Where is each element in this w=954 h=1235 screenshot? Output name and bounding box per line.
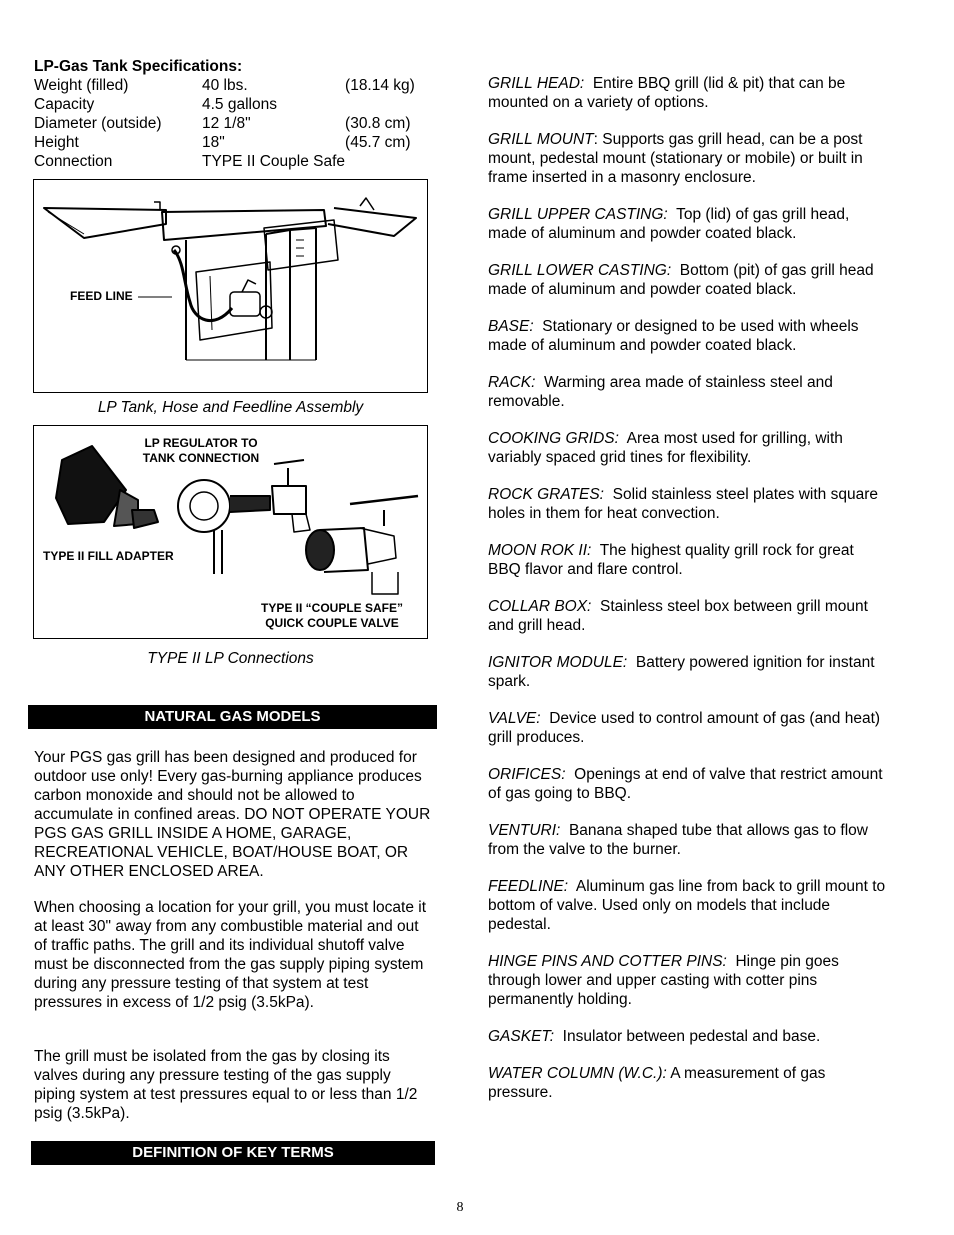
definitions-list	[488, 74, 888, 1120]
term-name: GRILL MOUNT	[488, 131, 594, 148]
term-definition: Battery powered ignition for instant spark.	[488, 654, 875, 690]
definition-item	[488, 653, 888, 691]
definition-item	[488, 1027, 888, 1046]
term-definition: Top (lid) of gas grill head, made of aluminum and powder coated black.	[488, 206, 850, 242]
regulator-label-line-2: TANK CONNECTION	[142, 451, 260, 465]
term-definition: Bottom (pit) of gas grill head made of aluminum and powder coated black.	[488, 262, 874, 298]
spec-metric: (45.7 cm)	[345, 134, 411, 151]
term-name: COOKING GRIDS:	[488, 430, 619, 447]
definition-item	[488, 877, 888, 934]
term-name: WATER COLUMN (W.C.):	[488, 1065, 667, 1082]
spec-label: Connection	[34, 153, 113, 170]
definition-item	[488, 821, 888, 859]
specs-title: LP-Gas Tank Specifications:	[34, 58, 243, 75]
definitions-heading: DEFINITION OF KEY TERMS	[31, 1141, 435, 1165]
spec-label: Weight (filled)	[34, 77, 129, 94]
spec-metric: (30.8 cm)	[345, 115, 411, 132]
natural-gas-heading: NATURAL GAS MODELS	[28, 705, 437, 729]
spec-label: Capacity	[34, 96, 95, 113]
page-number: 8	[456, 1200, 464, 1215]
definition-item	[488, 74, 888, 112]
spec-value: 40 lbs.	[202, 77, 248, 94]
term-definition: Device used to control amount of gas (and heat) grill produces.	[488, 710, 881, 746]
term-name: MOON ROK II:	[488, 542, 592, 559]
lp-connections-caption: TYPE II LP Connections	[147, 650, 314, 667]
term-name: BASE:	[488, 318, 534, 335]
term-definition: Entire BBQ grill (lid & pit) that can be mounted on a variety of options.	[488, 75, 846, 111]
definition-item	[488, 541, 888, 579]
spec-value: 18"	[202, 134, 225, 151]
term-name: IGNITOR MODULE:	[488, 654, 628, 671]
term-definition: Aluminum gas line from back to grill mount to bottom of valve. Used only on models that include pedestal.	[488, 878, 886, 933]
specs-row	[34, 114, 415, 133]
definition-item	[488, 130, 888, 187]
term-definition: Hinge pin goes through lower and upper casting with cotter pins permanently holding.	[488, 953, 839, 1008]
spec-value: TYPE II Couple Safe	[202, 153, 346, 170]
definition-item	[488, 1064, 888, 1102]
feedline-assembly-figure	[33, 179, 428, 393]
term-name: COLLAR BOX:	[488, 598, 592, 615]
definition-item	[488, 765, 888, 803]
natural-gas-paragraph: The grill must be isolated from the gas by closing its valves during any pressure testing of the gas supply piping system at test pressures equal to or less than 1/2 psig (3.5kPa).	[34, 1048, 418, 1122]
term-definition: Solid stainless steel plates with square holes in them for heat convection.	[488, 486, 878, 522]
term-name: FEEDLINE:	[488, 878, 569, 895]
term-definition: : Supports gas grill head, can be a post mount, pedestal mount (stationary or mobile) or built in frame inserted in a masonry enclosure.	[488, 131, 863, 186]
fill-adapter-label: TYPE II FILL ADAPTER	[43, 549, 174, 563]
lp-connections-figure	[33, 425, 428, 639]
term-definition: Banana shaped tube that allows gas to flow from the valve to the burner.	[488, 822, 868, 858]
definition-item	[488, 205, 888, 243]
term-name: GRILL HEAD:	[488, 75, 585, 92]
term-definition: Insulator between pedestal and base.	[562, 1028, 821, 1045]
term-name: HINGE PINS AND COTTER PINS:	[488, 953, 727, 970]
term-definition: The highest quality grill rock for great BBQ flavor and flare control.	[488, 542, 854, 578]
term-name: GRILL LOWER CASTING:	[488, 262, 672, 279]
term-name: RACK:	[488, 374, 536, 391]
spec-value: 12 1/8"	[202, 115, 251, 132]
specs-row	[34, 76, 415, 95]
term-definition: Stainless steel box between grill mount and grill head.	[488, 598, 868, 634]
definition-item	[488, 429, 888, 467]
couple-safe-valve-label	[256, 601, 408, 631]
term-definition: A measurement of gas pressure.	[488, 1065, 826, 1101]
spec-metric: (18.14 kg)	[345, 77, 415, 94]
specs-row	[34, 95, 415, 114]
spec-label: Diameter (outside)	[34, 115, 162, 132]
feedline-assembly-illustration	[34, 180, 427, 392]
couple-safe-valve-label-line-1: TYPE II “COUPLE SAFE”	[260, 601, 404, 615]
term-name: ORIFICES:	[488, 766, 566, 783]
term-definition: Area most used for grilling, with variably spaced grid tines for flexibility.	[488, 430, 843, 466]
regulator-label-line-1: LP REGULATOR TO	[144, 436, 258, 450]
definition-item	[488, 709, 888, 747]
couple-safe-valve-label-line-2: QUICK COUPLE VALVE	[265, 616, 399, 630]
term-name: ROCK GRATES:	[488, 486, 604, 503]
term-definition: Stationary or designed to be used with wheels made of aluminum and powder coated black.	[488, 318, 859, 354]
spec-metric	[345, 95, 415, 114]
definition-item	[488, 317, 888, 355]
definition-item	[488, 485, 888, 523]
term-name: GRILL UPPER CASTING:	[488, 206, 668, 223]
term-definition: Warming area made of stainless steel and removable.	[488, 374, 833, 410]
specs-row	[34, 152, 415, 171]
feedline-assembly-caption: LP Tank, Hose and Feedline Assembly	[97, 399, 364, 416]
definition-item	[488, 373, 888, 411]
specs-row	[34, 133, 415, 152]
definition-item	[488, 952, 888, 1009]
spec-label: Height	[34, 134, 79, 151]
term-name: GASKET:	[488, 1028, 555, 1045]
definition-item	[488, 597, 888, 635]
natural-gas-paragraph: Your PGS gas grill has been designed and produced for outdoor use only! Every gas-burning appliance produces carbon monoxide and should not be allowed to accumulate in confined areas. DO NOT OPERATE YOUR PGS GAS GRILL INSIDE A HOME, GARAGE, RECREATIONAL VEHICLE, BOAT/HOUSE BOAT, OR ANY OTHER ENCLOSED AREA.	[34, 749, 431, 880]
spec-value: 4.5 gallons	[202, 96, 277, 113]
feed-line-label: FEED LINE	[70, 289, 133, 303]
spec-metric	[345, 152, 415, 171]
term-name: VENTURI:	[488, 822, 561, 839]
term-definition: Openings at end of valve that restrict amount of gas going to BBQ.	[488, 766, 883, 802]
definition-item	[488, 261, 888, 299]
specs-table	[34, 76, 415, 171]
natural-gas-paragraph: When choosing a location for your grill, you must locate it at least 30" away from any combustible material and out of traffic paths. The grill and its individual shutoff valve must be disconnected from the gas supply piping system during any pressure testing of that system at test pressures in excess of 1/2 psig (3.5kPa).	[34, 899, 426, 1011]
regulator-label	[136, 436, 266, 466]
term-name: VALVE:	[488, 710, 541, 727]
